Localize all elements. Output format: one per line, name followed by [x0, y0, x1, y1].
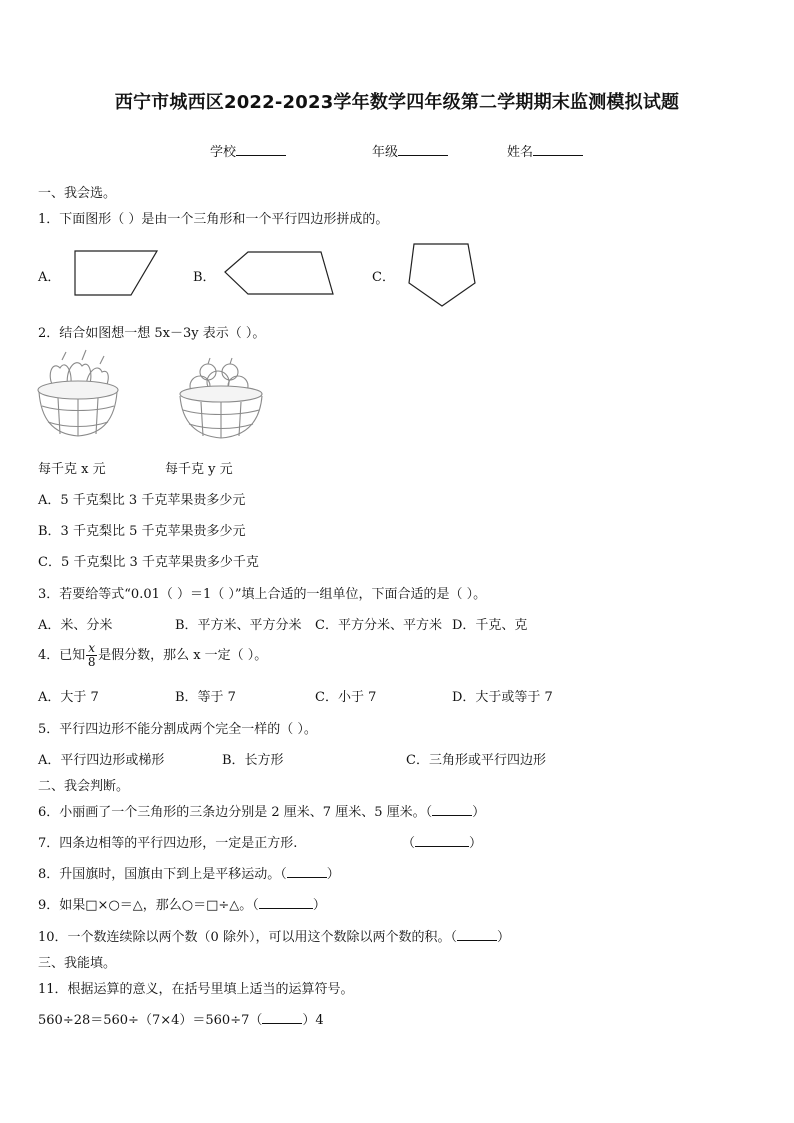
- regular-pentagon-shape: [408, 243, 476, 307]
- q8-text: [38, 863, 340, 882]
- q4-option-d: D．大于或等于 7: [452, 690, 553, 705]
- q10-text: [38, 926, 510, 945]
- section-choose: 一、我会选。: [38, 186, 117, 201]
- q5-option-c: C．三角形或平行四边形: [406, 753, 546, 768]
- q7-answer: [402, 832, 482, 851]
- q11-expr-start: 560÷28＝560÷（7×4）＝560÷7（: [38, 1013, 263, 1028]
- q7-answer-blank[interactable]: [415, 834, 469, 847]
- q3-option-c: C．平方分米、平方米: [315, 618, 442, 633]
- q6-answer-blank[interactable]: [432, 803, 472, 816]
- grade-field[interactable]: [372, 141, 448, 160]
- q8-close-paren: ）: [326, 867, 340, 882]
- q7-text: 7．四条边相等的平行四边形，一定是正方形.: [38, 836, 298, 851]
- apple-price-label: 每千克 y 元: [165, 462, 233, 477]
- q6-text: [38, 801, 485, 820]
- school-blank[interactable]: [236, 143, 286, 156]
- q3-option-d: D．千克、克: [452, 618, 528, 633]
- q11-expr-end: ）4: [302, 1013, 324, 1028]
- q11-expression: [38, 1009, 324, 1028]
- q10-close-paren: ）: [496, 930, 510, 945]
- q4-suffix: 是假分数，那么 x 一定（ ）。: [98, 648, 268, 663]
- q2-option-b: B．3 千克梨比 5 千克苹果贵多少元: [38, 524, 246, 539]
- q4-option-c: C．小于 7: [315, 690, 377, 705]
- grade-label: 年级: [372, 145, 399, 160]
- q1-option-a-label: A．: [38, 270, 61, 285]
- q10-answer-blank[interactable]: [457, 928, 497, 941]
- q5-option-a: A．平行四边形或梯形: [38, 753, 165, 768]
- q10-statement: 10．一个数连续除以两个数（0 除外），可以用这个数除以两个数的积。（: [38, 930, 457, 945]
- q4-text: [38, 642, 267, 669]
- q4-option-b: B．等于 7: [175, 690, 236, 705]
- q2-text: 2．结合如图想一想 5x－3y 表示（ ）。: [38, 326, 266, 341]
- q1-option-c-label: C．: [372, 270, 395, 285]
- q11-answer-blank[interactable]: [262, 1011, 302, 1024]
- fraction-denominator: 8: [87, 655, 96, 669]
- name-label: 姓名: [507, 145, 534, 160]
- pear-basket-image: [36, 348, 120, 440]
- school-field[interactable]: [210, 141, 286, 160]
- q5-option-b: B．长方形: [222, 753, 284, 768]
- name-blank[interactable]: [533, 143, 583, 156]
- q3-option-a: A．米、分米: [38, 618, 113, 633]
- q2-option-a: A．5 千克梨比 3 千克苹果贵多少元: [38, 493, 246, 508]
- q1-option-b-label: B．: [193, 270, 216, 285]
- q9-answer-blank[interactable]: [259, 896, 313, 909]
- q9-close-paren: ）: [312, 898, 326, 913]
- q11-text: 11．根据运算的意义，在括号里填上适当的运算符号。: [38, 982, 354, 997]
- q7-close-paren: ）: [469, 836, 483, 851]
- q2-option-c: C．5 千克梨比 3 千克苹果贵多少千克: [38, 555, 259, 570]
- fraction-numerator: x: [88, 641, 96, 655]
- q8-statement: 8．升国旗时，国旗由下到上是平移运动。（: [38, 867, 287, 882]
- q3-option-b: B．平方米、平方分米: [175, 618, 302, 633]
- page-title: 西宁市城西区2022-2023学年数学四年级第二学期期末监测模拟试题: [114, 92, 680, 113]
- grade-blank[interactable]: [398, 143, 448, 156]
- q9-text: [38, 894, 326, 913]
- apple-basket-image: [178, 362, 264, 442]
- pear-price-label: 每千克 x 元: [38, 462, 106, 477]
- q7-open-paren: （: [402, 836, 416, 851]
- q6-close-paren: ）: [472, 805, 486, 820]
- parallelogram-shape: [74, 250, 158, 296]
- name-field[interactable]: [507, 141, 583, 160]
- school-label: 学校: [210, 145, 237, 160]
- pentagon-composite-shape: [224, 251, 336, 295]
- q6-statement: 6．小丽画了一个三角形的三条边分别是 2 厘米、7 厘米、5 厘米。（: [38, 805, 433, 820]
- q1-text: 1．下面图形（ ）是由一个三角形和一个平行四边形拼成的。: [38, 212, 389, 227]
- q4-option-a: A．大于 7: [38, 690, 99, 705]
- q4-prefix: 4．已知: [38, 648, 86, 663]
- q9-statement: 9．如果□×○＝△，那么○＝□÷△。（: [38, 898, 259, 913]
- q5-text: 5．平行四边形不能分割成两个完全一样的（ ）。: [38, 722, 317, 737]
- x-over-8-fraction: [86, 642, 97, 669]
- q8-answer-blank[interactable]: [287, 865, 327, 878]
- q3-text: 3．若要给等式“0.01（ ）＝1（ ）”填上合适的一组单位，下面合适的是（ ）。: [38, 587, 487, 602]
- section-fill: 三、我能填。: [38, 956, 117, 971]
- section-judge: 二、我会判断。: [38, 779, 130, 794]
